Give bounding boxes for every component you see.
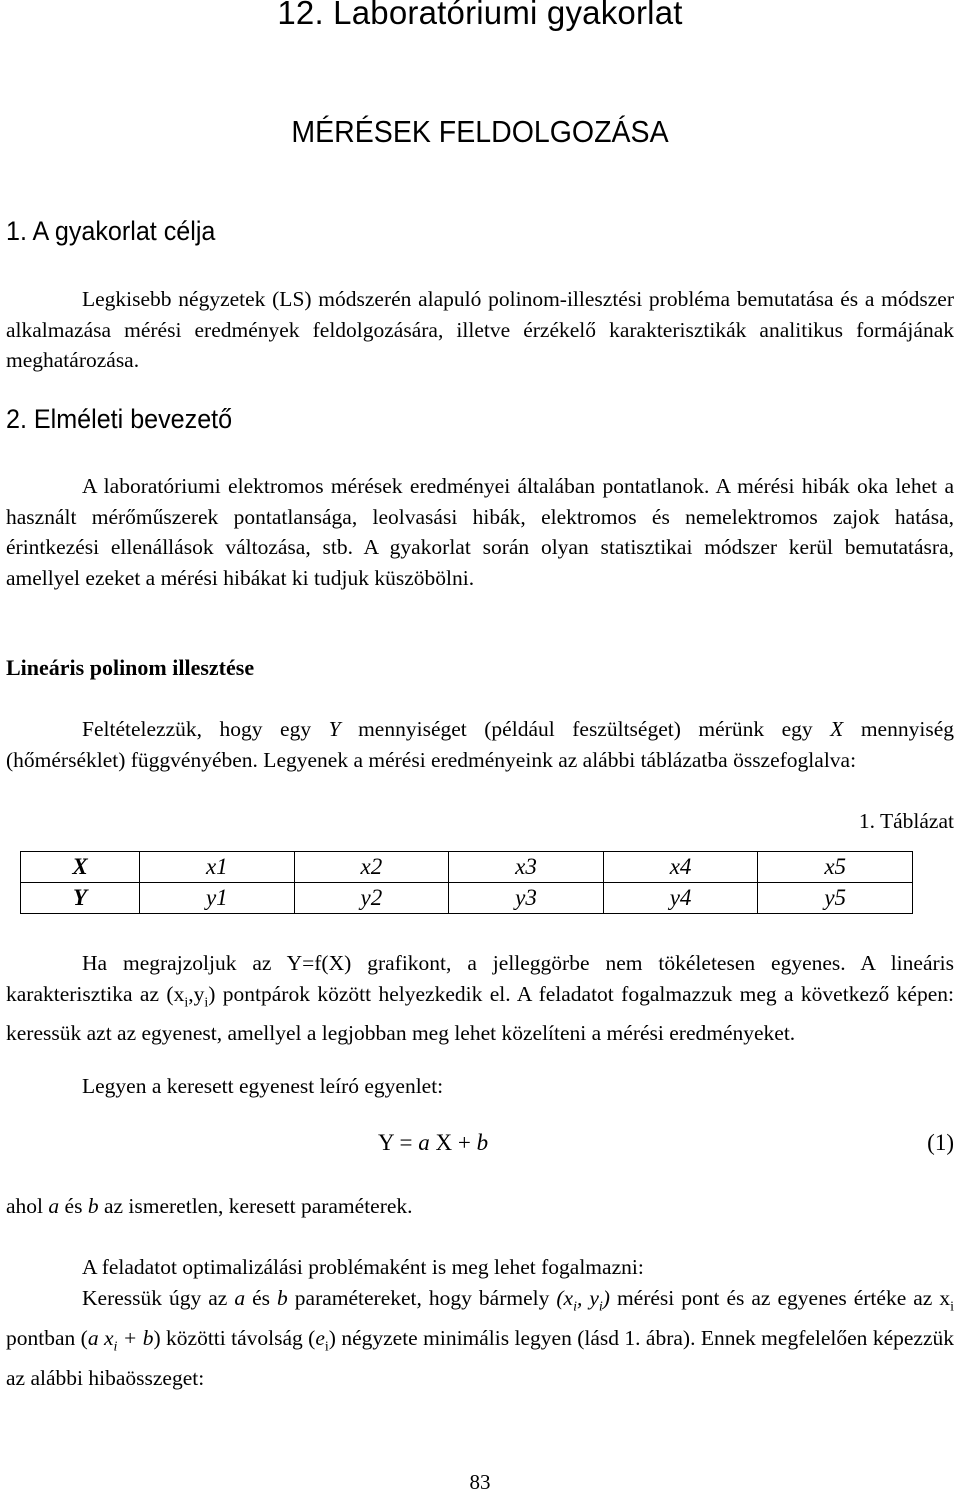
- equation-intro: Legyen a keresett egyenest leíró egyenlet:: [82, 1074, 444, 1098]
- table-cell: x3: [449, 852, 604, 883]
- optimization-intro: A feladatot optimalizálási problémaként is meg lehet fogalmazni:: [82, 1255, 644, 1279]
- table-caption: 1. Táblázat: [858, 809, 954, 833]
- table-cell: y1: [140, 883, 295, 914]
- section-1-paragraph: Legkisebb négyzetek (LS) módszerén alapuló polinom-illesztési probléma bemutatása és a módszer alkalmazása mérési eredmények feldolgozására, illetve érzékelő karakterisztikák analitikus formájának meghatározása.: [6, 287, 954, 372]
- section-1-heading: 1. A gyakorlat célja: [6, 216, 216, 246]
- table-row: [21, 852, 913, 883]
- page-number: 83: [469, 1470, 491, 1494]
- table-cell: y3: [449, 883, 604, 914]
- equation-number: (1): [927, 1130, 954, 1155]
- table-row-head: Y: [21, 883, 140, 914]
- table-cell: x1: [140, 852, 295, 883]
- optimization-paragraph: Keressük úgy az a és b paramétereket, hogy bármely ($x_i$, $y_i$) mérési pont és az egyenes értéke az $x_i$ pontban (a $x_i + b$) közötti távolság $(e_i)$ négyzete minimális legyen (lásd 1. ábra). Ennek megfelelően képezzük az alábbi hibaösszeget:: [6, 1286, 954, 1390]
- after-table-paragraph: Ha megrajzoljuk az Y=f(X) grafikont, a jelleggörbe nem tökéletesen egyenes. A lineáris karakterisztika az $(x_i,y_i)$ pontpárok között helyezkedik el. A feladatot fogalmazzuk meg a következő képen: keressük azt az egyenest, amellyel a legjobban meg lehet közelíteni a mérési eredményeket.: [6, 951, 954, 1046]
- subsection-heading: Lineáris polinom illesztése: [6, 655, 255, 680]
- table-row: [21, 883, 913, 914]
- var-x: X: [830, 717, 844, 741]
- table-row-head: X: [21, 852, 140, 883]
- section-2-heading: 2. Elméleti bevezető: [6, 404, 233, 434]
- table-cell: y4: [603, 883, 758, 914]
- lab-title: 12. Laboratóriumi gyakorlat: [277, 0, 683, 31]
- section-2-paragraph: A laboratóriumi elektromos mérések eredményei általában pontatlanok. A mérési hibák oka lehet a használt mérőműszerek pontatlansága, leolvasási hibák, elektromos és nemelektromos zajok hatása, érintkezési ellenállások változása, stb. A gyakorlat során olyan statisztikai módszer kerül bemutatásra, amellyel ezeket a mérési hibákat ki tudjuk küszöbölni.: [6, 474, 954, 590]
- var-y: Y: [328, 717, 341, 741]
- table-cell: y2: [294, 883, 449, 914]
- table-cell: x4: [603, 852, 758, 883]
- document-title: MÉRÉSEK FELDOLGOZÁSA: [291, 114, 669, 149]
- table-cell: y5: [758, 883, 913, 914]
- measurement-table: [20, 851, 913, 914]
- parameters-paragraph: ahol a és b az ismeretlen, keresett paraméterek.: [6, 1194, 413, 1218]
- table-cell: x2: [294, 852, 449, 883]
- subsection-paragraph: Feltételezzük, hogy egy Y mennyiséget (például feszültséget) mérünk egy X mennyiség (hőmérséklet) függvényében. Legyenek a mérési eredményeink az alábbi táblázatba összefoglalva:: [6, 717, 954, 772]
- equation: Y = a X + b: [378, 1130, 489, 1155]
- table-cell: x5: [758, 852, 913, 883]
